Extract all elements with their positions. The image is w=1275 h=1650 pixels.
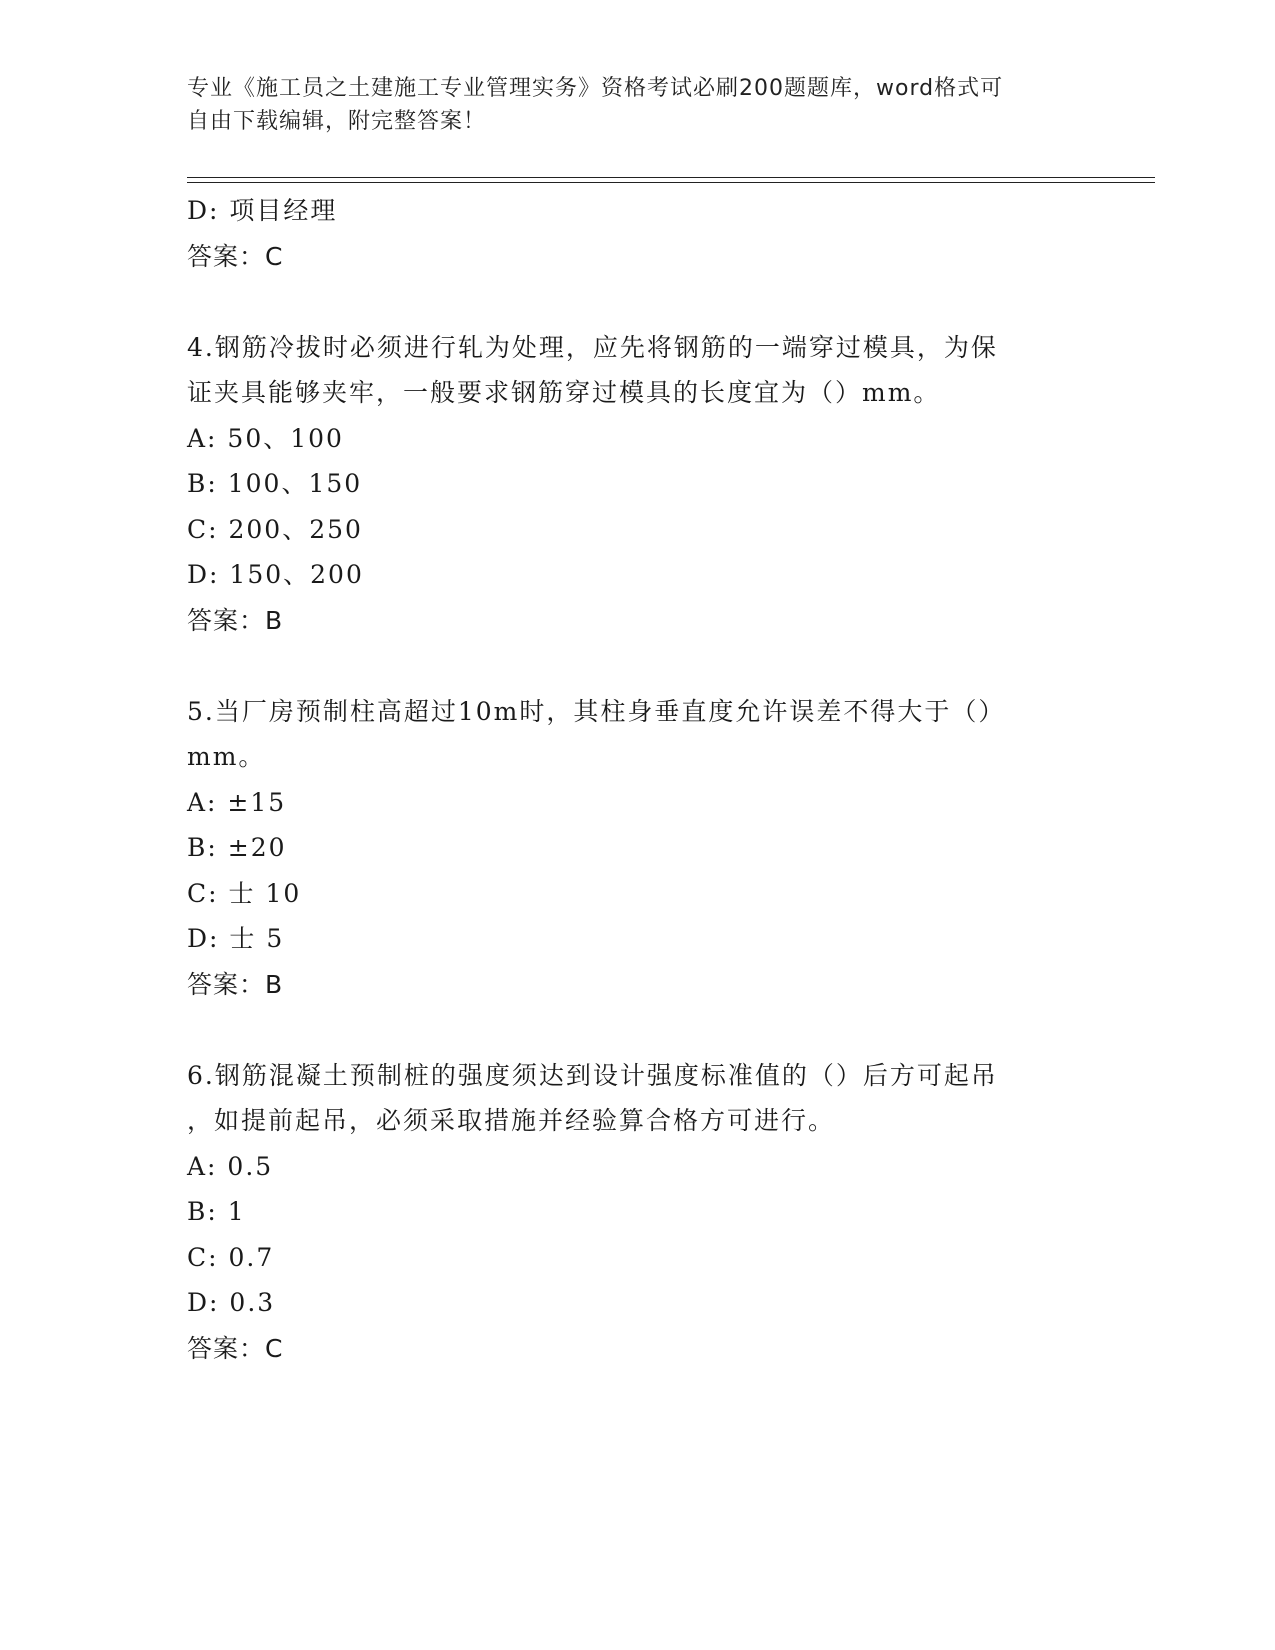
question-fragment [187, 188, 1067, 279]
stem-line: 5.当厂房预制柱高超过10m时，其柱身垂直度允许误差不得大于（） [187, 696, 1006, 726]
option-a: A: 50、100 [187, 423, 344, 453]
question-list [187, 188, 1067, 1371]
option-a: A: 0.5 [187, 1151, 274, 1181]
stem-line: 4.钢筋冷拔时必须进行轧为处理，应先将钢筋的一端穿过模具，为保 [187, 332, 998, 362]
answer: 答案：C [187, 241, 284, 271]
option-c: C: 200、250 [187, 514, 363, 544]
answer: 答案：B [187, 605, 284, 635]
stem-line: 证夹具能够夹牢，一般要求钢筋穿过模具的长度宜为（）mm。 [187, 378, 941, 407]
question-stem [187, 325, 1067, 416]
question-stem [187, 689, 1067, 780]
option-c: C: 士 10 [187, 878, 302, 908]
option-c: C: 0.7 [187, 1242, 275, 1272]
option-d: D: 项目经理 [187, 196, 338, 225]
answer: 答案：B [187, 969, 284, 999]
stem-line: ，如提前起吊，必须采取措施并经验算合格方可进行。 [187, 1106, 836, 1135]
stem-line: mm。 [187, 742, 266, 771]
option-d: D: 0.3 [187, 1288, 276, 1317]
header-line-1: 专业《施工员之土建施工专业管理实务》资格考试必刷200题题库，word格式可 [187, 76, 1004, 101]
document-header [187, 72, 1067, 138]
stem-line: 6.钢筋混凝土预制桩的强度须达到设计强度标准值的（）后方可起吊 [187, 1060, 998, 1090]
question-6 [187, 1053, 1067, 1372]
option-b: B: 1 [187, 1197, 246, 1226]
header-rule-top [187, 177, 1155, 178]
question-stem [187, 1053, 1067, 1144]
option-d: D: 150、200 [187, 560, 364, 589]
question-5 [187, 689, 1067, 1008]
header-line-2: 自由下载编辑，附完整答案！ [187, 109, 487, 134]
option-a: A: ±15 [187, 787, 287, 817]
option-d: D: 士 5 [187, 924, 285, 953]
answer: 答案：C [187, 1333, 284, 1363]
option-b: B: ±20 [187, 833, 287, 862]
option-b: B: 100、150 [187, 469, 363, 498]
header-rule-bottom [187, 182, 1155, 183]
question-4 [187, 325, 1067, 644]
